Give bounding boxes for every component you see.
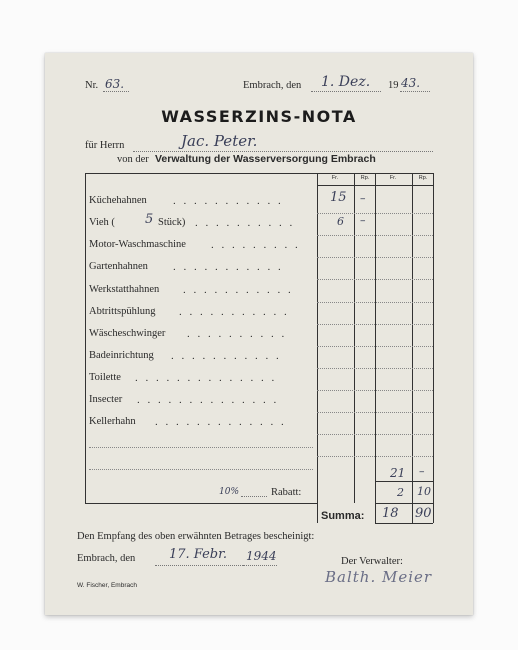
recipient-label: für Herrn [85, 140, 125, 151]
table-row [45, 190, 473, 215]
table-row [45, 350, 473, 370]
item-rp: – [360, 214, 366, 227]
blank-row-line [89, 469, 313, 470]
document-title: WASSERZINS-NOTA [161, 107, 357, 126]
table-row [45, 394, 473, 414]
rabatt-label: Rabatt: [271, 487, 302, 498]
item-label: Toilette [89, 372, 121, 383]
summa-underline [375, 523, 433, 524]
recipient-dotline [133, 151, 433, 152]
date-dotline [311, 91, 381, 92]
item-qty: 5 [145, 212, 154, 227]
verwalter-label: Der Verwalter: [341, 556, 403, 567]
footer-year: 1944 [246, 549, 277, 563]
table-bottom-left [85, 503, 317, 504]
row-separator-line [317, 456, 433, 457]
date-day: 1. Dez. [321, 74, 371, 90]
item-leader: . . . . . . . . . . . [173, 195, 284, 207]
recipient-name: Jac. Peter. [181, 132, 258, 150]
place-date-label: Embrach, den [243, 80, 302, 91]
footer-date-dotline [155, 565, 243, 566]
number-dotline [103, 91, 129, 92]
summa-rp: 90 [415, 506, 432, 521]
item-leader: . . . . . . . . . . . . . . [137, 394, 279, 406]
subtotal-fr: 21 [390, 466, 406, 480]
rabatt-rp: 10 [417, 485, 431, 498]
rabatt-percent-dotline [241, 496, 267, 497]
summa-fr: 18 [382, 506, 399, 521]
subtotal-underline [375, 481, 433, 482]
item-leader: . . . . . . . . . . [187, 328, 287, 340]
item-suffix: Stück) [158, 217, 186, 228]
item-leader: . . . . . . . . . . . [179, 306, 290, 318]
item-leader: . . . . . . . . . . . . . [155, 416, 287, 428]
year-prefix: 19 [388, 80, 399, 91]
item-leader: . . . . . . . . . . [195, 217, 295, 229]
table-top-border [85, 173, 433, 174]
rabatt-fr: 2 [397, 486, 404, 499]
year-dotline [400, 91, 430, 92]
item-label: Badeinrichtung [89, 350, 154, 361]
issuer-prefix: von der [117, 154, 149, 165]
col-header-fr-2: Fr. [389, 175, 397, 181]
item-label: Kellerhahn [89, 416, 136, 427]
item-label: Wäscheschwinger [89, 328, 166, 339]
item-label: Insecter [89, 394, 123, 405]
item-label: Gartenhahnen [89, 261, 148, 272]
summa-label: Summa: [321, 510, 365, 522]
item-label: Werkstatthahnen [89, 284, 160, 295]
item-label: Vieh ( [89, 217, 115, 228]
item-label: Küchehahnen [89, 195, 147, 206]
footer-place-label: Embrach, den [77, 553, 136, 564]
table-row [45, 284, 473, 304]
table-row [45, 306, 473, 326]
item-leader: . . . . . . . . . . . [171, 350, 282, 362]
table-row [45, 328, 473, 348]
item-fr: 15 [330, 190, 347, 205]
receipt-text: Den Empfang des oben erwähnten Betrages bescheinigt: [77, 531, 315, 542]
number-value: 63. [105, 77, 125, 91]
footer-year-dotline [243, 565, 277, 566]
col-header-rp-2: Rp. [418, 175, 428, 181]
issuer-name: Verwaltung der Wasserversorgung Embrach [155, 153, 376, 165]
printer-imprint: W. Fischer, Embrach [77, 582, 137, 589]
rabatt-percent: 10% [219, 487, 240, 497]
item-leader: . . . . . . . . . . . [173, 261, 284, 273]
item-fr: 6 [337, 215, 344, 228]
item-leader: . . . . . . . . . [211, 239, 301, 251]
item-label: Abtrittspühlung [89, 306, 156, 317]
water-bill-document [45, 53, 473, 615]
table-row [45, 372, 473, 392]
item-label: Motor-Waschmaschine [89, 239, 186, 250]
item-leader: . . . . . . . . . . . [183, 284, 294, 296]
table-row [45, 212, 473, 237]
table-row [45, 239, 473, 259]
number-label: Nr. [85, 80, 99, 91]
col-header-rp-1: Rp. [360, 175, 370, 181]
subtotal-rp: – [419, 465, 425, 478]
item-rp: – [360, 192, 366, 205]
header-row-bottom [317, 185, 433, 186]
blank-row-line [89, 447, 313, 448]
signature: Balth. Meier [325, 568, 433, 586]
table-row [45, 416, 473, 436]
rabatt-underline [375, 503, 433, 504]
col-header-fr-1: Fr. [331, 175, 339, 181]
item-leader: . . . . . . . . . . . . . . [135, 372, 277, 384]
year-suffix: 43. [401, 76, 421, 90]
table-row [45, 261, 473, 281]
footer-date: 17. Febr. [169, 547, 228, 562]
